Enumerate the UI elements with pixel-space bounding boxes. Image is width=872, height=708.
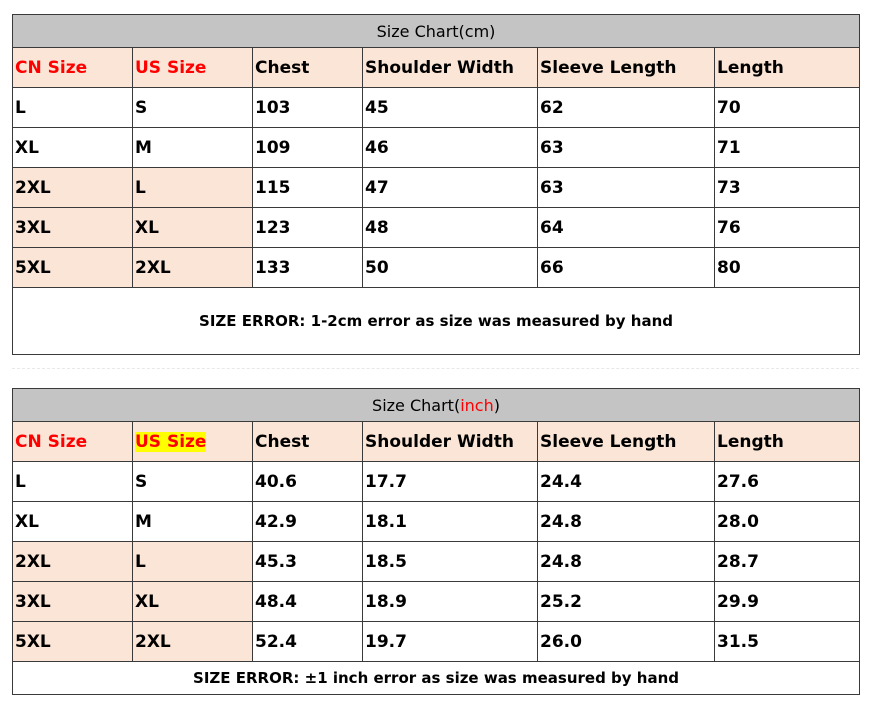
cn-size-cell: 2XL bbox=[13, 168, 133, 208]
header-cn-size: CN Size bbox=[13, 48, 133, 88]
table-row bbox=[13, 168, 860, 208]
cn-size-cell: 3XL bbox=[13, 582, 133, 622]
title-suffix: ) bbox=[489, 21, 496, 41]
table-row bbox=[13, 462, 860, 502]
cn-size-cell: 2XL bbox=[13, 542, 133, 582]
us-size-cell: L bbox=[133, 542, 253, 582]
sleeve-length-cell: 24.8 bbox=[538, 502, 715, 542]
table-row bbox=[13, 582, 860, 622]
shoulder-width-cell: 46 bbox=[363, 128, 538, 168]
sleeve-length-cell: 63 bbox=[538, 128, 715, 168]
size-chart-inch-table bbox=[12, 388, 860, 695]
cn-size-cell: L bbox=[13, 462, 133, 502]
table-row bbox=[13, 128, 860, 168]
us-size-cell: S bbox=[133, 88, 253, 128]
shoulder-width-cell: 17.7 bbox=[363, 462, 538, 502]
header-shoulder-width: Shoulder Width bbox=[363, 48, 538, 88]
size-error-note: SIZE ERROR: 1-2cm error as size was measured by hand bbox=[13, 288, 860, 355]
size-chart-cm-table bbox=[12, 14, 860, 355]
sleeve-length-cell: 24.4 bbox=[538, 462, 715, 502]
sleeve-length-cell: 26.0 bbox=[538, 622, 715, 662]
us-size-cell: L bbox=[133, 168, 253, 208]
us-size-cell: 2XL bbox=[133, 622, 253, 662]
header-us-size-highlight: US Size bbox=[135, 431, 207, 452]
sleeve-length-cell: 25.2 bbox=[538, 582, 715, 622]
shoulder-width-cell: 45 bbox=[363, 88, 538, 128]
shoulder-width-cell: 19.7 bbox=[363, 622, 538, 662]
title-prefix: Size Chart( bbox=[376, 21, 465, 41]
chest-cell: 40.6 bbox=[253, 462, 363, 502]
shoulder-width-cell: 18.5 bbox=[363, 542, 538, 582]
length-cell: 70 bbox=[715, 88, 860, 128]
cn-size-cell: 3XL bbox=[13, 208, 133, 248]
shoulder-width-cell: 18.9 bbox=[363, 582, 538, 622]
us-size-cell: M bbox=[133, 502, 253, 542]
size-error-note: SIZE ERROR: ±1 inch error as size was measured by hand bbox=[13, 662, 860, 695]
chest-cell: 48.4 bbox=[253, 582, 363, 622]
header-length: Length bbox=[715, 422, 860, 462]
chest-cell: 52.4 bbox=[253, 622, 363, 662]
header-chest: Chest bbox=[253, 48, 363, 88]
cn-size-cell: XL bbox=[13, 502, 133, 542]
sleeve-length-cell: 62 bbox=[538, 88, 715, 128]
sleeve-length-cell: 66 bbox=[538, 248, 715, 288]
title-unit: inch bbox=[460, 395, 494, 415]
length-cell: 28.7 bbox=[715, 542, 860, 582]
sleeve-length-cell: 24.8 bbox=[538, 542, 715, 582]
us-size-cell: S bbox=[133, 462, 253, 502]
table-row bbox=[13, 208, 860, 248]
length-cell: 27.6 bbox=[715, 462, 860, 502]
header-row bbox=[13, 422, 860, 462]
chest-cell: 42.9 bbox=[253, 502, 363, 542]
us-size-cell: 2XL bbox=[133, 248, 253, 288]
header-length: Length bbox=[715, 48, 860, 88]
length-cell: 31.5 bbox=[715, 622, 860, 662]
header-us-size bbox=[133, 422, 253, 462]
chest-cell: 103 bbox=[253, 88, 363, 128]
table-row bbox=[13, 502, 860, 542]
cn-size-cell: XL bbox=[13, 128, 133, 168]
table-row bbox=[13, 88, 860, 128]
table-row bbox=[13, 622, 860, 662]
shoulder-width-cell: 50 bbox=[363, 248, 538, 288]
title-unit: cm bbox=[464, 21, 490, 41]
shoulder-width-cell: 47 bbox=[363, 168, 538, 208]
cn-size-cell: L bbox=[13, 88, 133, 128]
section-divider bbox=[12, 368, 859, 369]
chest-cell: 45.3 bbox=[253, 542, 363, 582]
size-chart-inch-title bbox=[13, 389, 860, 422]
cn-size-cell: 5XL bbox=[13, 248, 133, 288]
chest-cell: 115 bbox=[253, 168, 363, 208]
length-cell: 76 bbox=[715, 208, 860, 248]
us-size-cell: XL bbox=[133, 582, 253, 622]
shoulder-width-cell: 18.1 bbox=[363, 502, 538, 542]
header-sleeve-length: Sleeve Length bbox=[538, 422, 715, 462]
chest-cell: 123 bbox=[253, 208, 363, 248]
sleeve-length-cell: 64 bbox=[538, 208, 715, 248]
length-cell: 71 bbox=[715, 128, 860, 168]
sleeve-length-cell: 63 bbox=[538, 168, 715, 208]
length-cell: 29.9 bbox=[715, 582, 860, 622]
header-cn-size: CN Size bbox=[13, 422, 133, 462]
title-suffix: ) bbox=[493, 395, 500, 415]
table-row bbox=[13, 542, 860, 582]
cn-size-cell: 5XL bbox=[13, 622, 133, 662]
length-cell: 73 bbox=[715, 168, 860, 208]
us-size-cell: XL bbox=[133, 208, 253, 248]
title-prefix: Size Chart( bbox=[372, 395, 461, 415]
table-row bbox=[13, 248, 860, 288]
header-sleeve-length: Sleeve Length bbox=[538, 48, 715, 88]
header-us-size: US Size bbox=[133, 48, 253, 88]
length-cell: 28.0 bbox=[715, 502, 860, 542]
chest-cell: 109 bbox=[253, 128, 363, 168]
shoulder-width-cell: 48 bbox=[363, 208, 538, 248]
header-chest: Chest bbox=[253, 422, 363, 462]
size-chart-cm-title bbox=[13, 15, 860, 48]
header-row bbox=[13, 48, 860, 88]
us-size-cell: M bbox=[133, 128, 253, 168]
chest-cell: 133 bbox=[253, 248, 363, 288]
header-shoulder-width: Shoulder Width bbox=[363, 422, 538, 462]
length-cell: 80 bbox=[715, 248, 860, 288]
